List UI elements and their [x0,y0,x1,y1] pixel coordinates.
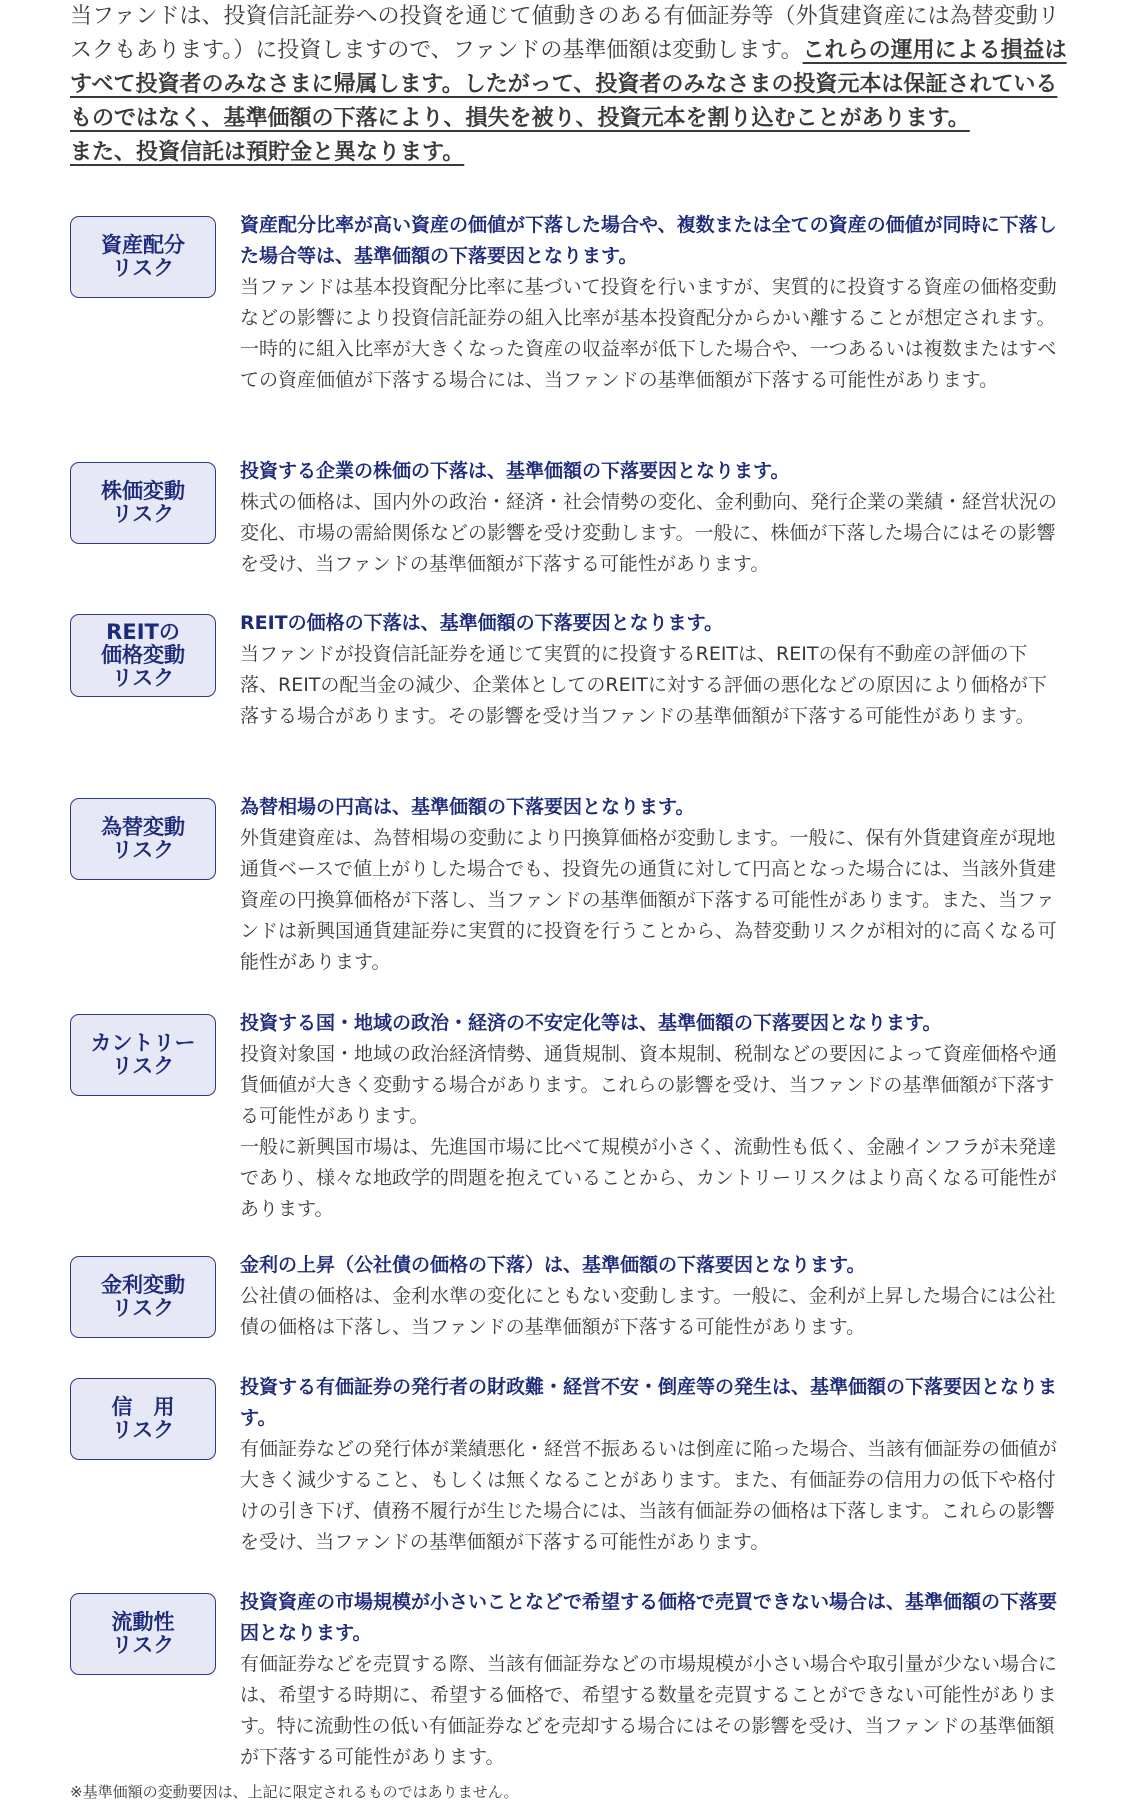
risk-label-stock-price: 株価変動 リスク [70,462,216,544]
risk-item-liquidity [70,1587,1060,1773]
risk-label-currency: 為替変動 リスク [70,798,216,880]
risk-body [240,1250,1060,1343]
risk-body [240,1008,1060,1225]
risk-headline: 投資する国・地域の政治・経済の不安定化等は、基準価額の下落要因となります。 [240,1012,942,1034]
risk-headline: 投資する企業の株価の下落は、基準価額の下落要因となります。 [240,460,790,482]
risk-list [70,210,1060,1773]
risk-headline: 金利の上昇（公社債の価格の下落）は、基準価額の下落要因となります。 [240,1254,866,1276]
risk-label-liquidity: 流動性 リスク [70,1593,216,1675]
risk-label-interest-rate: 金利変動 リスク [70,1256,216,1338]
intro-emphasis: これらの運用による損益はすべて投資者のみなさまに帰属します。したがって、投資者のみなさまの投資元本は保証されているものではなく、基準価額の下落により、損失を被り、投資元本を割り込むことがあります。 [70,38,1067,131]
risk-body [240,1372,1060,1558]
risk-description: 当ファンドが投資信託証券を通じて実質的に投資するREITは、REITの保有不動産の評価の下落、REITの配当金の減少、企業体としてのREITに対する評価の悪化などの原因により価格が下落する場合があります。その影響を受け当ファンドの基準価額が下落する可能性があります。 [240,643,1047,727]
risk-item-asset-allocation [70,210,1060,456]
risk-label-reit: REITの 価格変動 リスク [70,614,216,697]
risk-body [240,1587,1060,1773]
intro-emphasis-deposit: また、投資信託は預貯金と異なります。 [70,140,465,165]
risk-item-stock-price [70,456,1060,608]
risk-body [240,456,1060,580]
risk-description: 外貨建資産は、為替相場の変動により円換算価格が変動します。一般に、保有外貨建資産が現地通貨ベースで値上がりした場合でも、投資先の通貨に対して円高となった場合には、当該外貨建資産の円換算価格が下落し、当ファンドの基準価額が下落する可能性があります。また、当ファンドは新興国通貨建証券に実質的に投資を行うことから、為替変動リスクが相対的に高くなる可能性があります。 [240,827,1057,973]
risk-headline: 投資する有価証券の発行者の財政難・経営不安・倒産等の発生は、基準価額の下落要因となります。 [240,1376,1058,1429]
footnote: ※基準価額の変動要因は、上記に限定されるものではありません。 [70,1783,519,1801]
risk-description: 有価証券などの発行体が業績悪化・経営不振あるいは倒産に陥った場合、当該有価証券の価値が大きく減少すること、もしくは無くなることがあります。また、有価証券の信用力の低下や格付けの引き下げ、債務不履行が生じた場合には、当該有価証券の価格は下落します。これらの影響を受け、当ファンドの基準価額が下落する可能性があります。 [240,1438,1058,1553]
risk-label-asset-allocation: 資産配分 リスク [70,216,216,298]
risk-description: 公社債の価格は、金利水準の変化にともない変動します。一般に、金利が上昇した場合には公社債の価格は下落し、当ファンドの基準価額が下落する可能性があります。 [240,1285,1056,1338]
risk-headline: 資産配分比率が高い資産の価値が下落した場合や、複数または全ての資産の価値が同時に下落した場合等は、基準価額の下落要因となります。 [240,214,1057,267]
risk-body [240,210,1060,396]
intro-text: 当ファンドは、投資信託証券への投資を通じて値動きのある有価証券等（外貨建資産には為替変動リスクもあります。）に投資しますので、ファンドの基準価額は変動します。 [70,4,1060,63]
intro-paragraph [70,0,1070,170]
risk-description: 株式の価格は、国内外の政治・経済・社会情勢の変化、金利動向、発行企業の業績・経営状況の変化、市場の需給関係などの影響を受け変動します。一般に、株価が下落した場合にはその影響を受け、当ファンドの基準価額が下落する可能性があります。 [240,491,1058,575]
risk-description: 当ファンドは基本投資配分比率に基づいて投資を行いますが、実質的に投資する資産の価格変動などの影響により投資信託証券の組入比率が基本投資配分からかい離することが想定されます。一時的に組入比率が大きくなった資産の収益率が低下した場合や、一つあるいは複数またはすべての資産価値が下落する場合には、当ファンドの基準価額が下落する可能性があります。 [240,276,1057,391]
risk-label-credit: 信 用 リスク [70,1378,216,1460]
risk-item-interest-rate [70,1250,1060,1372]
risk-body [240,792,1060,978]
risk-item-currency [70,792,1060,1008]
risk-item-credit [70,1372,1060,1587]
risk-headline: REITの価格の下落は、基準価額の下落要因となります。 [240,612,724,634]
risk-body [240,608,1060,732]
risk-description: 有価証券などを売買する際、当該有価証券などの市場規模が小さい場合や取引量が少ない場合には、希望する時期に、希望する価格で、希望する数量を売買することができない可能性があります。特に流動性の低い有価証券などを売却する場合にはその影響を受け、当ファンドの基準価額が下落する可能性があります。 [240,1653,1058,1768]
risk-item-country [70,1008,1060,1250]
risk-label-country: カントリー リスク [70,1014,216,1096]
risk-description: 投資対象国・地域の政治経済情勢、通貨規制、資本規制、税制などの要因によって資産価格や通貨価値が大きく変動する場合があります。これらの影響を受け、当ファンドの基準価額が下落する可能性があります。 一般に新興国市場は、先進国市場に比べて規模が小さく、流動性も低く、金融インフラが未発達であり、様々な地政学的問題を抱えていることから、カントリーリスクはより高くなる可能性があります。 [240,1043,1058,1220]
risk-item-reit [70,608,1060,792]
risk-headline: 為替相場の円高は、基準価額の下落要因となります。 [240,796,695,818]
risk-headline: 投資資産の市場規模が小さいことなどで希望する価格で売買できない場合は、基準価額の下落要因となります。 [240,1591,1058,1644]
